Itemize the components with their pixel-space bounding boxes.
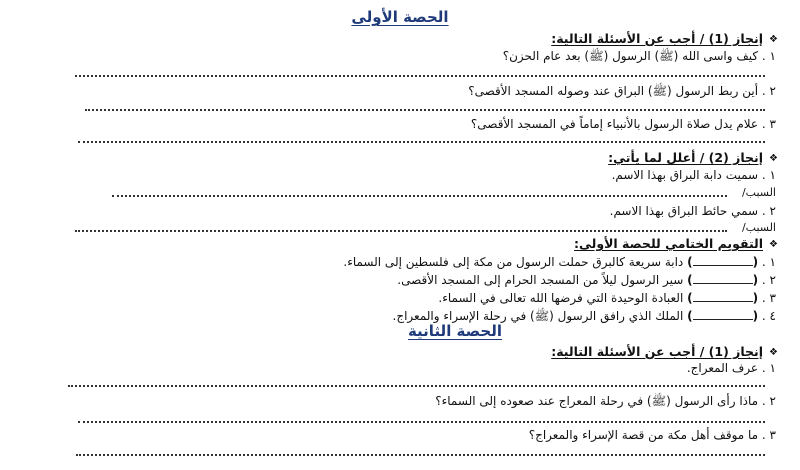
lesson2-task1-heading: ❖إنجاز (1) / أجب عن الأسئلة التالية: bbox=[551, 344, 778, 359]
assessment-item-1: ١ . () دابة سريعة كالبرق حملت الرسول من مكة إلى فلسطين إلى السماء. bbox=[343, 255, 776, 269]
reason-line-2[interactable] bbox=[75, 230, 727, 232]
answer-line-l2q2[interactable] bbox=[78, 421, 765, 423]
bullet-icon: ❖ bbox=[769, 153, 778, 164]
assessment-item-4: ٤ . () الملك الذي رافق الرسول (ﷺ) في رحلة الإسراء والمعراج. bbox=[392, 309, 776, 323]
lesson1-task2-item1: ١ . سميت دابة البراق بهذا الاسم. bbox=[611, 168, 776, 182]
blank-field-1[interactable] bbox=[693, 254, 753, 266]
lesson1-task2-item2: ٢ . سمي حائط البراق بهذا الاسم. bbox=[609, 204, 776, 218]
assessment-item-3: ٣ . () العبادة الوحيدة التي فرضها الله تعالى في السماء. bbox=[438, 291, 776, 305]
answer-line-q3[interactable] bbox=[78, 141, 765, 143]
bullet-icon: ❖ bbox=[769, 34, 778, 45]
blank-field-4[interactable] bbox=[693, 308, 753, 320]
reason-label-2: السبب/ bbox=[741, 221, 776, 234]
reason-label-1: السبب/ bbox=[741, 186, 776, 199]
lesson1-q2: ٢ . أين ربط الرسول (ﷺ) البراق عند وصوله المسجد الأقصى؟ bbox=[468, 84, 776, 98]
lesson1-title: الحصة الأولى bbox=[351, 8, 449, 26]
lesson2-title: الحصة الثانية bbox=[407, 322, 503, 340]
blank-field-2[interactable] bbox=[693, 272, 753, 284]
lesson2-q2: ٢ . ماذا رأى الرسول (ﷺ) في رحلة المعراج عند صعوده إلى السماء؟ bbox=[435, 394, 776, 408]
assessment-item-2: ٢ . () سير الرسول ليلاً من المسجد الحرام إلى المسجد الأقصى. bbox=[397, 273, 776, 287]
answer-line-l2q3[interactable] bbox=[76, 454, 765, 456]
blank-field-3[interactable] bbox=[693, 290, 753, 302]
lesson1-task1-heading: ❖إنجاز (1) / أجب عن الأسئلة التالية: bbox=[551, 31, 778, 46]
bullet-icon: ❖ bbox=[769, 239, 778, 250]
lesson1-task2-heading: ❖إنجاز (2) / أعلل لما يأتي: bbox=[608, 150, 778, 165]
lesson1-q3: ٣ . علام يدل صلاة الرسول بالأنبياء إماماً في المسجد الأقصى؟ bbox=[470, 117, 776, 131]
lesson2-q3: ٣ . ما موقف أهل مكة من قصة الإسراء والمعراج؟ bbox=[528, 428, 776, 442]
answer-line-q1[interactable] bbox=[75, 75, 765, 77]
lesson1-assessment-heading: ❖التقويم الختامي للحصة الأولى: bbox=[573, 236, 778, 251]
lesson2-q1: ١ . عرف المعراج. bbox=[686, 361, 776, 375]
bullet-icon: ❖ bbox=[769, 347, 778, 358]
reason-line-1[interactable] bbox=[112, 195, 727, 197]
answer-line-l2q1[interactable] bbox=[68, 385, 765, 387]
lesson1-q1: ١ . كيف واسى الله (ﷺ) الرسول (ﷺ) بعد عام الحزن؟ bbox=[502, 49, 776, 63]
answer-line-q2[interactable] bbox=[85, 109, 765, 111]
